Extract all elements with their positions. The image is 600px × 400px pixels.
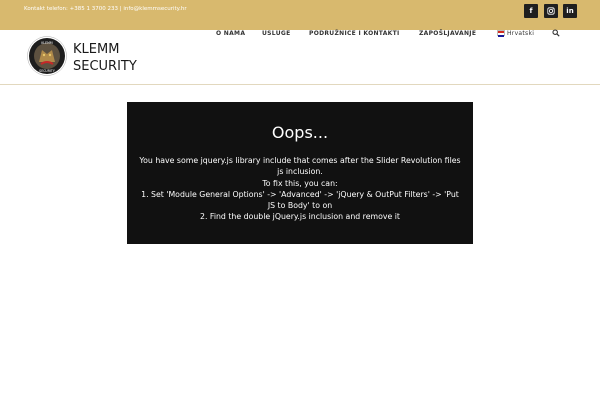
error-title: Oops...: [271, 123, 329, 142]
search-icon[interactable]: [552, 29, 560, 37]
error-message: [139, 155, 461, 223]
error-line: You have some jquery.js library include that comes after the Slider Revolution files js inclusion.: [139, 156, 461, 177]
svg-text:KLEMM: KLEMM: [41, 41, 53, 45]
facebook-icon[interactable]: f: [524, 4, 538, 18]
slider-error-box: [127, 102, 473, 244]
nav-zaposljavanje[interactable]: ZAPOŠLJAVANJE: [419, 30, 477, 37]
error-line: 1. Set 'Module General Options' -> 'Advanced' -> 'jQuery & OutPut Filters' -> 'Put JS to Body' to on: [141, 189, 459, 211]
error-line: 2. Find the double jQuery.js inclusion and remove it: [199, 212, 400, 222]
contact-info: Kontakt telefon: +385 1 3700 233 | info@klemmsecurity.hr: [24, 6, 187, 12]
linkedin-icon[interactable]: in: [563, 4, 577, 18]
language-label: Hrvatski: [507, 30, 535, 37]
klemm-logo[interactable]: [27, 36, 67, 76]
brand-line-1: KLEMM: [73, 42, 120, 57]
nav-o-nama[interactable]: O NAMA: [216, 30, 246, 37]
nav-usluge[interactable]: USLUGE: [262, 30, 291, 37]
error-line: To fix this, you can:: [262, 178, 338, 188]
instagram-icon[interactable]: [544, 4, 558, 18]
croatia-flag-icon: [497, 30, 505, 36]
brand-line-2: SECURITY: [73, 59, 137, 74]
main-navigation: [0, 30, 600, 38]
svg-text:SECURITY: SECURITY: [39, 69, 55, 73]
nav-podruznice-i-kontakti[interactable]: PODRUŽNICE I KONTAKTI: [309, 30, 400, 37]
language-selector[interactable]: [497, 30, 534, 37]
brand-name[interactable]: [73, 41, 137, 75]
top-contact-bar: [0, 0, 600, 30]
site-header: [0, 30, 600, 85]
